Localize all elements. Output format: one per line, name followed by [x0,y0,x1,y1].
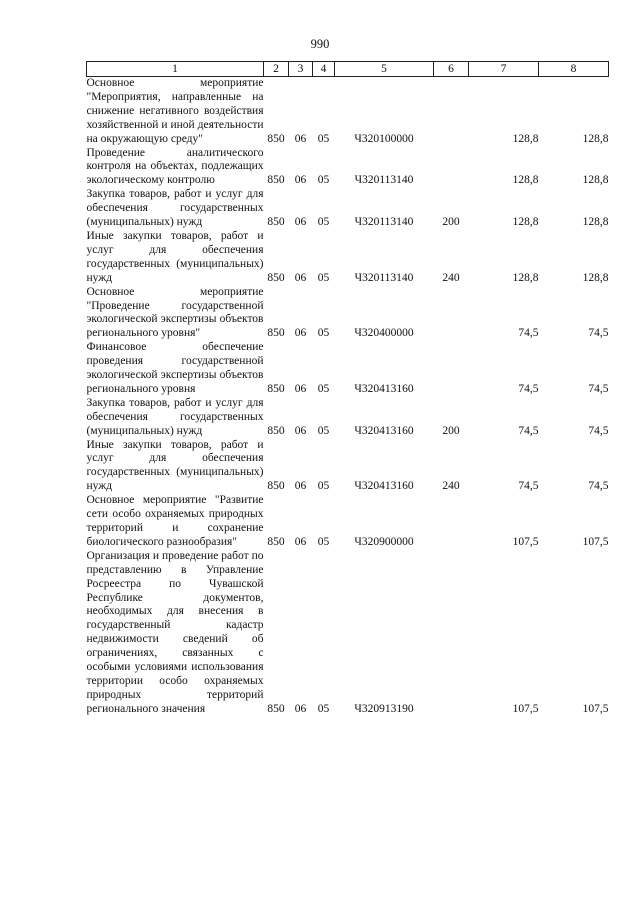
row-code-expense-type [434,550,469,717]
row-amount-1: 74,5 [518,480,539,493]
column-header: 7 [469,62,539,77]
row-code-target: Ч320113140 [354,216,414,229]
table-row [87,286,609,342]
row-amount-2: 74,5 [588,424,609,437]
table-row [87,230,609,286]
row-amount-2: 74,5 [588,480,609,493]
column-header: 6 [434,62,469,77]
row-amount-2: 107,5 [582,702,609,715]
row-code-target: Ч320113140 [354,271,414,284]
row-name: Финансовое обеспечение проведения государственной экологической экспертизы объектов регионального уровня [86,341,264,395]
row-code-expense-type [434,341,469,397]
row-amount-1: 74,5 [518,382,539,395]
row-code-section: 06 [294,480,307,493]
row-code-ministry: 850 [267,702,285,715]
row-code-subsection: 05 [317,216,330,229]
row-code-expense-type: 240 [442,271,460,284]
row-name: Проведение аналитического контроля на объектах, подлежащих экологическому контролю [86,146,264,187]
column-header: 4 [313,62,335,77]
row-code-section: 06 [294,216,307,229]
row-code-ministry: 850 [267,174,285,187]
row-code-expense-type [434,286,469,342]
page-number: 990 [310,37,330,51]
row-name: Основное мероприятие "Развитие сети особо охраняемых природных территорий и сохранение биологического разнообразия" [86,494,264,548]
row-code-ministry: 850 [267,271,285,284]
row-code-subsection: 05 [317,132,330,145]
row-amount-1: 128,8 [512,132,539,145]
row-amount-2: 107,5 [582,535,609,548]
table-row [87,341,609,397]
row-code-subsection: 05 [317,327,330,340]
row-code-ministry: 850 [267,382,285,395]
row-amount-2: 74,5 [588,327,609,340]
row-name: Основное мероприятие "Мероприятия, направленные на снижение негативного воздействия хозяйственной и иной деятельности на окружающую среду" [86,77,264,145]
row-code-target: Ч320413160 [354,382,414,395]
column-header: 2 [264,62,289,77]
row-code-target: Ч320413160 [354,424,414,437]
row-amount-2: 74,5 [588,382,609,395]
column-header: 3 [289,62,313,77]
row-code-expense-type [434,77,469,147]
row-code-ministry: 850 [267,216,285,229]
row-name: Закупка товаров, работ и услуг для обеспечения государственных (муниципальных) нужд [86,188,264,229]
row-code-ministry: 850 [267,535,285,548]
row-amount-1: 128,8 [512,174,539,187]
row-code-expense-type [434,147,469,189]
row-code-expense-type: 240 [442,480,460,493]
row-code-expense-type [434,494,469,550]
row-amount-1: 74,5 [518,327,539,340]
row-code-subsection: 05 [317,480,330,493]
row-amount-2: 128,8 [582,132,609,145]
row-code-ministry: 850 [267,132,285,145]
row-amount-1: 107,5 [512,702,539,715]
column-header: 8 [539,62,609,77]
table-row [87,550,609,717]
row-code-ministry: 850 [267,327,285,340]
row-code-section: 06 [294,382,307,395]
row-code-subsection: 05 [317,174,330,187]
row-code-target: Ч320400000 [354,327,414,340]
row-code-section: 06 [294,271,307,284]
row-code-subsection: 05 [317,424,330,437]
row-amount-1: 107,5 [512,535,539,548]
row-name: Основное мероприятие "Проведение государственной экологической экспертизы объектов регионального уровня" [86,285,264,340]
column-header: 1 [87,62,264,77]
row-code-target: Ч320100000 [354,132,414,145]
row-amount-1: 128,8 [512,271,539,284]
row-code-target: Ч320413160 [354,480,414,493]
row-name: Иные закупки товаров, работ и услуг для обеспечения государственных (муниципальных) нужд [86,438,264,493]
row-amount-1: 74,5 [518,424,539,437]
row-code-section: 06 [294,424,307,437]
row-code-section: 06 [294,535,307,548]
column-header: 5 [335,62,434,77]
row-code-target: Ч320913190 [354,702,414,715]
row-code-target: Ч320113140 [354,174,414,187]
row-code-section: 06 [294,174,307,187]
table-row [87,147,609,189]
row-amount-2: 128,8 [582,174,609,187]
row-name: Организация и проведение работ по представлению в Управление Росреестра по Чувашской Республике документов, необходимых для внесения в государственный кадастр недвижимости сведений об ограничениях, связанных с особыми условиями использования территории особо охраняемых природных территорий регионального значения [86,549,264,715]
table-row [87,439,609,495]
row-code-expense-type: 200 [442,424,460,437]
row-name: Иные закупки товаров, работ и услуг для обеспечения государственных (муниципальных) нужд [86,229,264,284]
row-amount-2: 128,8 [582,216,609,229]
row-code-section: 06 [294,702,307,715]
row-code-subsection: 05 [317,382,330,395]
row-code-ministry: 850 [267,424,285,437]
row-code-ministry: 850 [267,480,285,493]
row-code-section: 06 [294,132,307,145]
row-code-subsection: 05 [317,535,330,548]
row-code-subsection: 05 [317,702,330,715]
table-row [87,494,609,550]
row-code-section: 06 [294,327,307,340]
budget-table [86,61,609,717]
row-code-expense-type: 200 [442,216,460,229]
row-code-target: Ч320900000 [354,535,414,548]
row-name: Закупка товаров, работ и услуг для обеспечения государственных (муниципальных) нужд [86,396,264,437]
header-row [87,62,609,77]
table-row [87,397,609,439]
row-code-subsection: 05 [317,271,330,284]
table-row [87,77,609,147]
table-row [87,188,609,230]
row-amount-1: 128,8 [512,216,539,229]
row-amount-2: 128,8 [582,271,609,284]
